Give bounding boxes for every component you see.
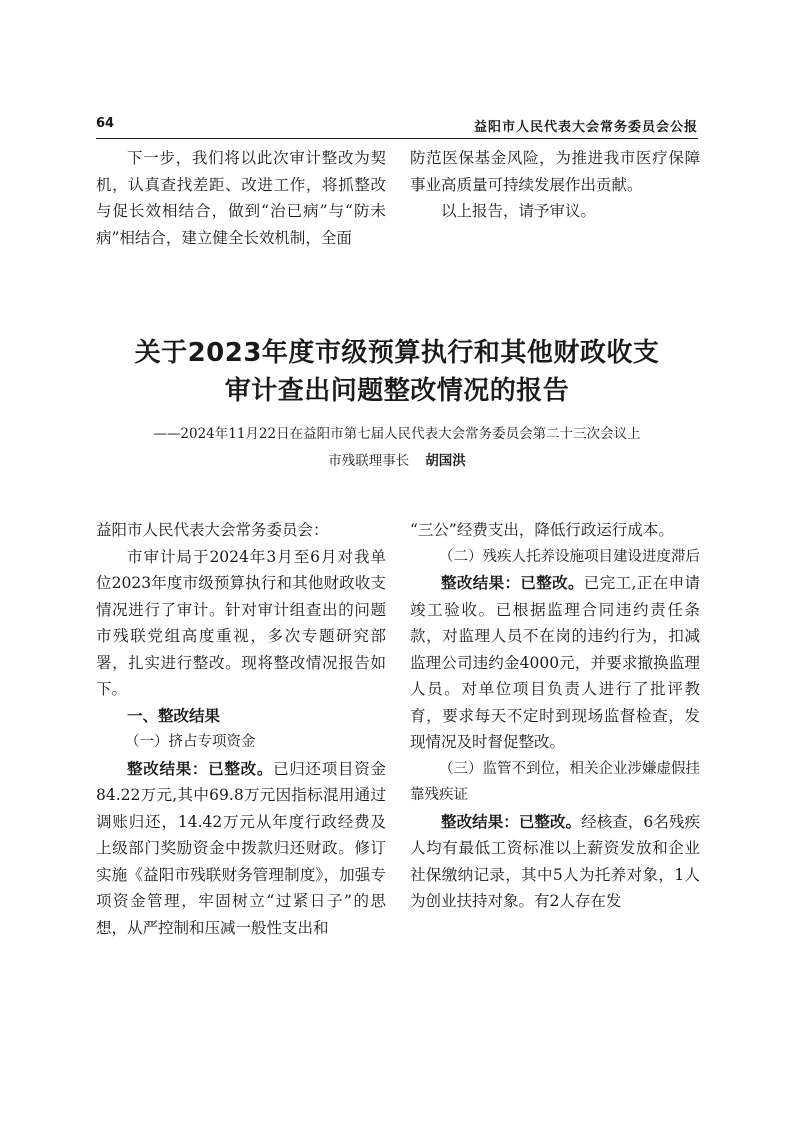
item-result-2 <box>410 570 700 756</box>
section-heading-1: 一、整改结果 <box>127 706 221 725</box>
article-title-line1: 关于2023年度市级预算执行和其他财政收支 <box>134 338 660 368</box>
page-header <box>96 114 698 139</box>
article-title <box>80 334 714 410</box>
author-name: 胡国洪 <box>425 453 466 469</box>
prev-article-paragraph-cont: 防范医保基金风险，为推进我市医疗保障事业高质量可持续发展作出贡献。 <box>410 149 700 194</box>
salutation: 益阳市人民代表大会常务委员会： <box>96 521 329 539</box>
author-role: 市残联理事长 <box>328 453 410 469</box>
article-left-column <box>96 517 386 941</box>
author-line <box>80 450 714 472</box>
result-label: 整改结果：已整改。 <box>127 759 274 778</box>
result-text: 已归还项目资金84.22万元,其中69.8万元因指标混用通过调账归还，14.42万元从年度行政经费及上级部门奖励资金中拨款归还财政。修订实施《益阳市残联财务管理制度》，加强专项资金管理，牢固树立“过紧日子”的思想，从严控制和压减一般性支出和 <box>96 759 386 937</box>
article-right-column <box>410 517 700 915</box>
prev-article-paragraph: 下一步，我们将以此次审计整改为契机，认真查找差距、改进工作，将抓整改与促长效相结合，做到“治已病”与“防未病”相结合，建立健全长效机制，全面 <box>96 149 386 247</box>
item-result-1 <box>96 756 386 942</box>
result-label: 整改结果：已整改。 <box>441 574 584 592</box>
prev-article-right-column <box>410 145 700 225</box>
item-heading-3: （三）监管不到位，相关企业涉嫌虚假挂靠残疾证 <box>410 760 700 803</box>
article-title-line2: 审计查出问题整改情况的报告 <box>224 376 570 406</box>
article-subtitle: ——2024年11月22日在益阳市第七届人民代表大会常务委员会第二十三次会议上 <box>153 426 641 442</box>
prev-article-left-column <box>96 145 386 251</box>
result-label: 整改结果：已整改。 <box>441 812 582 831</box>
item-result-3 <box>410 809 700 915</box>
item-heading-1: （一）挤占专项资金 <box>125 734 256 750</box>
intro-paragraph: 市审计局于2024年3月至6月对我单位2023年度市级预算执行和其他财政收支情况进行了审计。针对审计组查出的问题市残联党组高度重视，多次专题研究部署，扎实进行整改。现将整改情况报告如下。 <box>96 547 386 698</box>
page-number: 64 <box>96 116 115 131</box>
prev-article-closing: 以上报告，请予审议。 <box>441 202 597 220</box>
item-heading-2: （二）残疾人托养设施项目建设进度滞后 <box>439 548 700 565</box>
result-text: 经核查，6名残疾人均有最低工资标准以上薪资发放和企业社保缴纳记录，其中5人为托养对象，1人为创业扶持对象。有2人存在发 <box>410 812 700 910</box>
result-text: 已完工,正在申请竣工验收。已根据监理合同违约责任条款，对监理人员不在岗的违约行为，扣减监理公司违约金4000元，并要求撤换监理人员。对单位项目负责人进行了批评教育，要求每天不定时到现场监督检查，发现情况及时督促整改。 <box>410 574 700 751</box>
item-result-1-cont: “三公”经费支出，降低行政运行成本。 <box>410 521 674 539</box>
journal-title: 益阳市人民代表大会常务委员会公报 <box>473 120 698 135</box>
